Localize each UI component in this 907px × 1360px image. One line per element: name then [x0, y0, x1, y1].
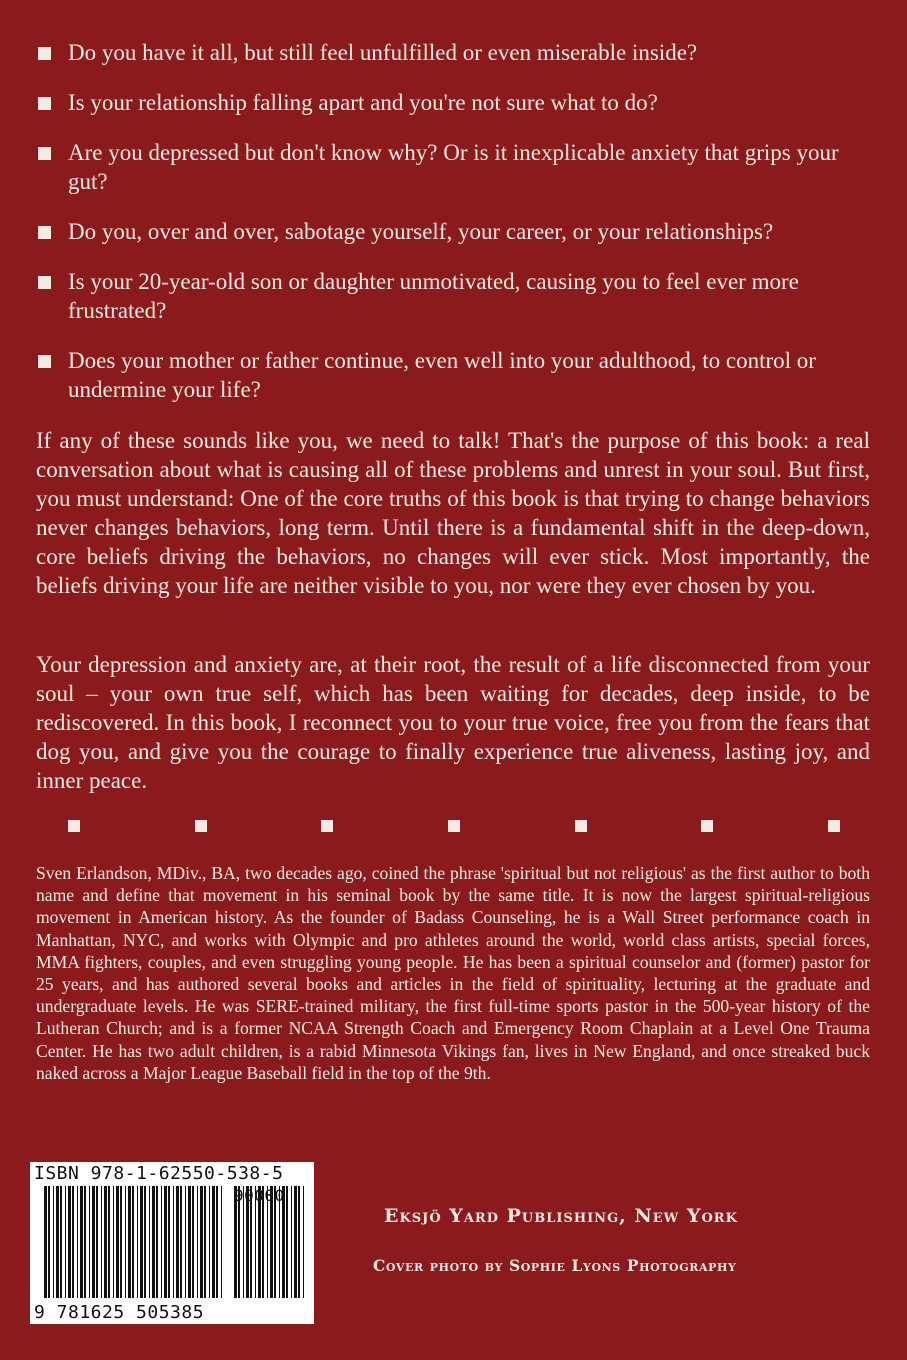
- isbn-barcode: [30, 1162, 314, 1324]
- list-item: [38, 267, 878, 325]
- list-item: [38, 138, 878, 196]
- question-list: [38, 38, 878, 425]
- square-bullet-icon: [38, 276, 51, 289]
- list-item: [38, 88, 878, 117]
- body-paragraph: Your depression and anxiety are, at their root, the result of a life disconnected from your soul – your own true self, which has been waiting for decades, deep inside, to be rediscovered. In this book, I reconnect you to your true voice, free you from the fears that dog you, and give you the courage to finally experience true aliveness, lasting joy, and inner peace.: [36, 652, 870, 793]
- intro-paragraph: If any of these sounds like you, we need to talk! That's the purpose of this book: a real conversation about what is causing all of these problems and unrest in your soul. But first, you must understand: One of the core truths of this book is that trying to change behaviors never changes behaviors, long term. Until there is a fundamental shift in the deep-down, core beliefs driving the behaviors, no changes will ever stick. Most importantly, the beliefs driving your life are neither visible to you, nor were they ever chosen by you.: [36, 428, 870, 598]
- question-text: Are you depressed but don't know why? Or is it inexplicable anxiety that grips your gut?: [68, 140, 839, 194]
- square-bullet-icon: [38, 97, 51, 110]
- square-ornament-icon: [195, 820, 207, 832]
- question-text: Does your mother or father continue, even well into your adulthood, to control or undermine your life?: [68, 348, 816, 402]
- list-item: [38, 217, 878, 246]
- question-text: Is your 20-year-old son or daughter unmotivated, causing you to feel ever more frustrated?: [68, 269, 799, 323]
- price-code: 90000: [234, 1186, 285, 1205]
- ornament-divider: [68, 820, 840, 832]
- question-text: Do you have it all, but still feel unfulfilled or even miserable inside?: [68, 40, 698, 65]
- square-ornament-icon: [321, 820, 333, 832]
- square-ornament-icon: [828, 820, 840, 832]
- square-bullet-icon: [38, 226, 51, 239]
- list-item: [38, 38, 878, 67]
- publisher-name: Eksjö Yard Publishing, New York: [384, 1205, 738, 1227]
- question-text: Do you, over and over, sabotage yourself, your career, or your relationships?: [68, 219, 774, 244]
- author-bio: Sven Erlandson, MDiv., BA, two decades ago, coined the phrase 'spiritual but not religious' as the first author to both name and define that movement in his seminal book by the same title. It is now the largest spiritual-religious movement in American history. As the founder of Badass Counseling, he is a Wall Street performance coach in Manhattan, NYC, and works with Olympic and pro athletes around the world, world class artists, special forces, MMA fighters, couples, and even struggling young people. He has been a spiritual counselor and (former) pastor for 25 years, and has authored several books and articles in the field of spirituality, lecturing at the graduate and undergraduate levels. He was SERE-trained military, the first full-time sports pastor in the 500-year history of the Lutheran Church; and is a former NCAA Strength Coach and Emergency Room Chaplain at a Level One Trauma Center. He has two adult children, is a rabid Minnesota Vikings fan, lives in New England, and once streaked buck naked across a Major League Baseball field in the top of the 9th.: [36, 863, 870, 1083]
- list-item: [38, 346, 878, 404]
- square-bullet-icon: [38, 47, 51, 60]
- square-bullet-icon: [38, 147, 51, 160]
- square-ornament-icon: [701, 820, 713, 832]
- square-bullet-icon: [38, 355, 51, 368]
- cover-photo-credit: Cover photo by Sophie Lyons Photography: [373, 1256, 737, 1275]
- ean-digits: 9 781625 505385: [34, 1302, 205, 1323]
- square-ornament-icon: [575, 820, 587, 832]
- question-text: Is your relationship falling apart and you're not sure what to do?: [68, 90, 658, 115]
- square-ornament-icon: [448, 820, 460, 832]
- square-ornament-icon: [68, 820, 80, 832]
- isbn-label: ISBN 978-1-62550-538-5: [34, 1163, 284, 1184]
